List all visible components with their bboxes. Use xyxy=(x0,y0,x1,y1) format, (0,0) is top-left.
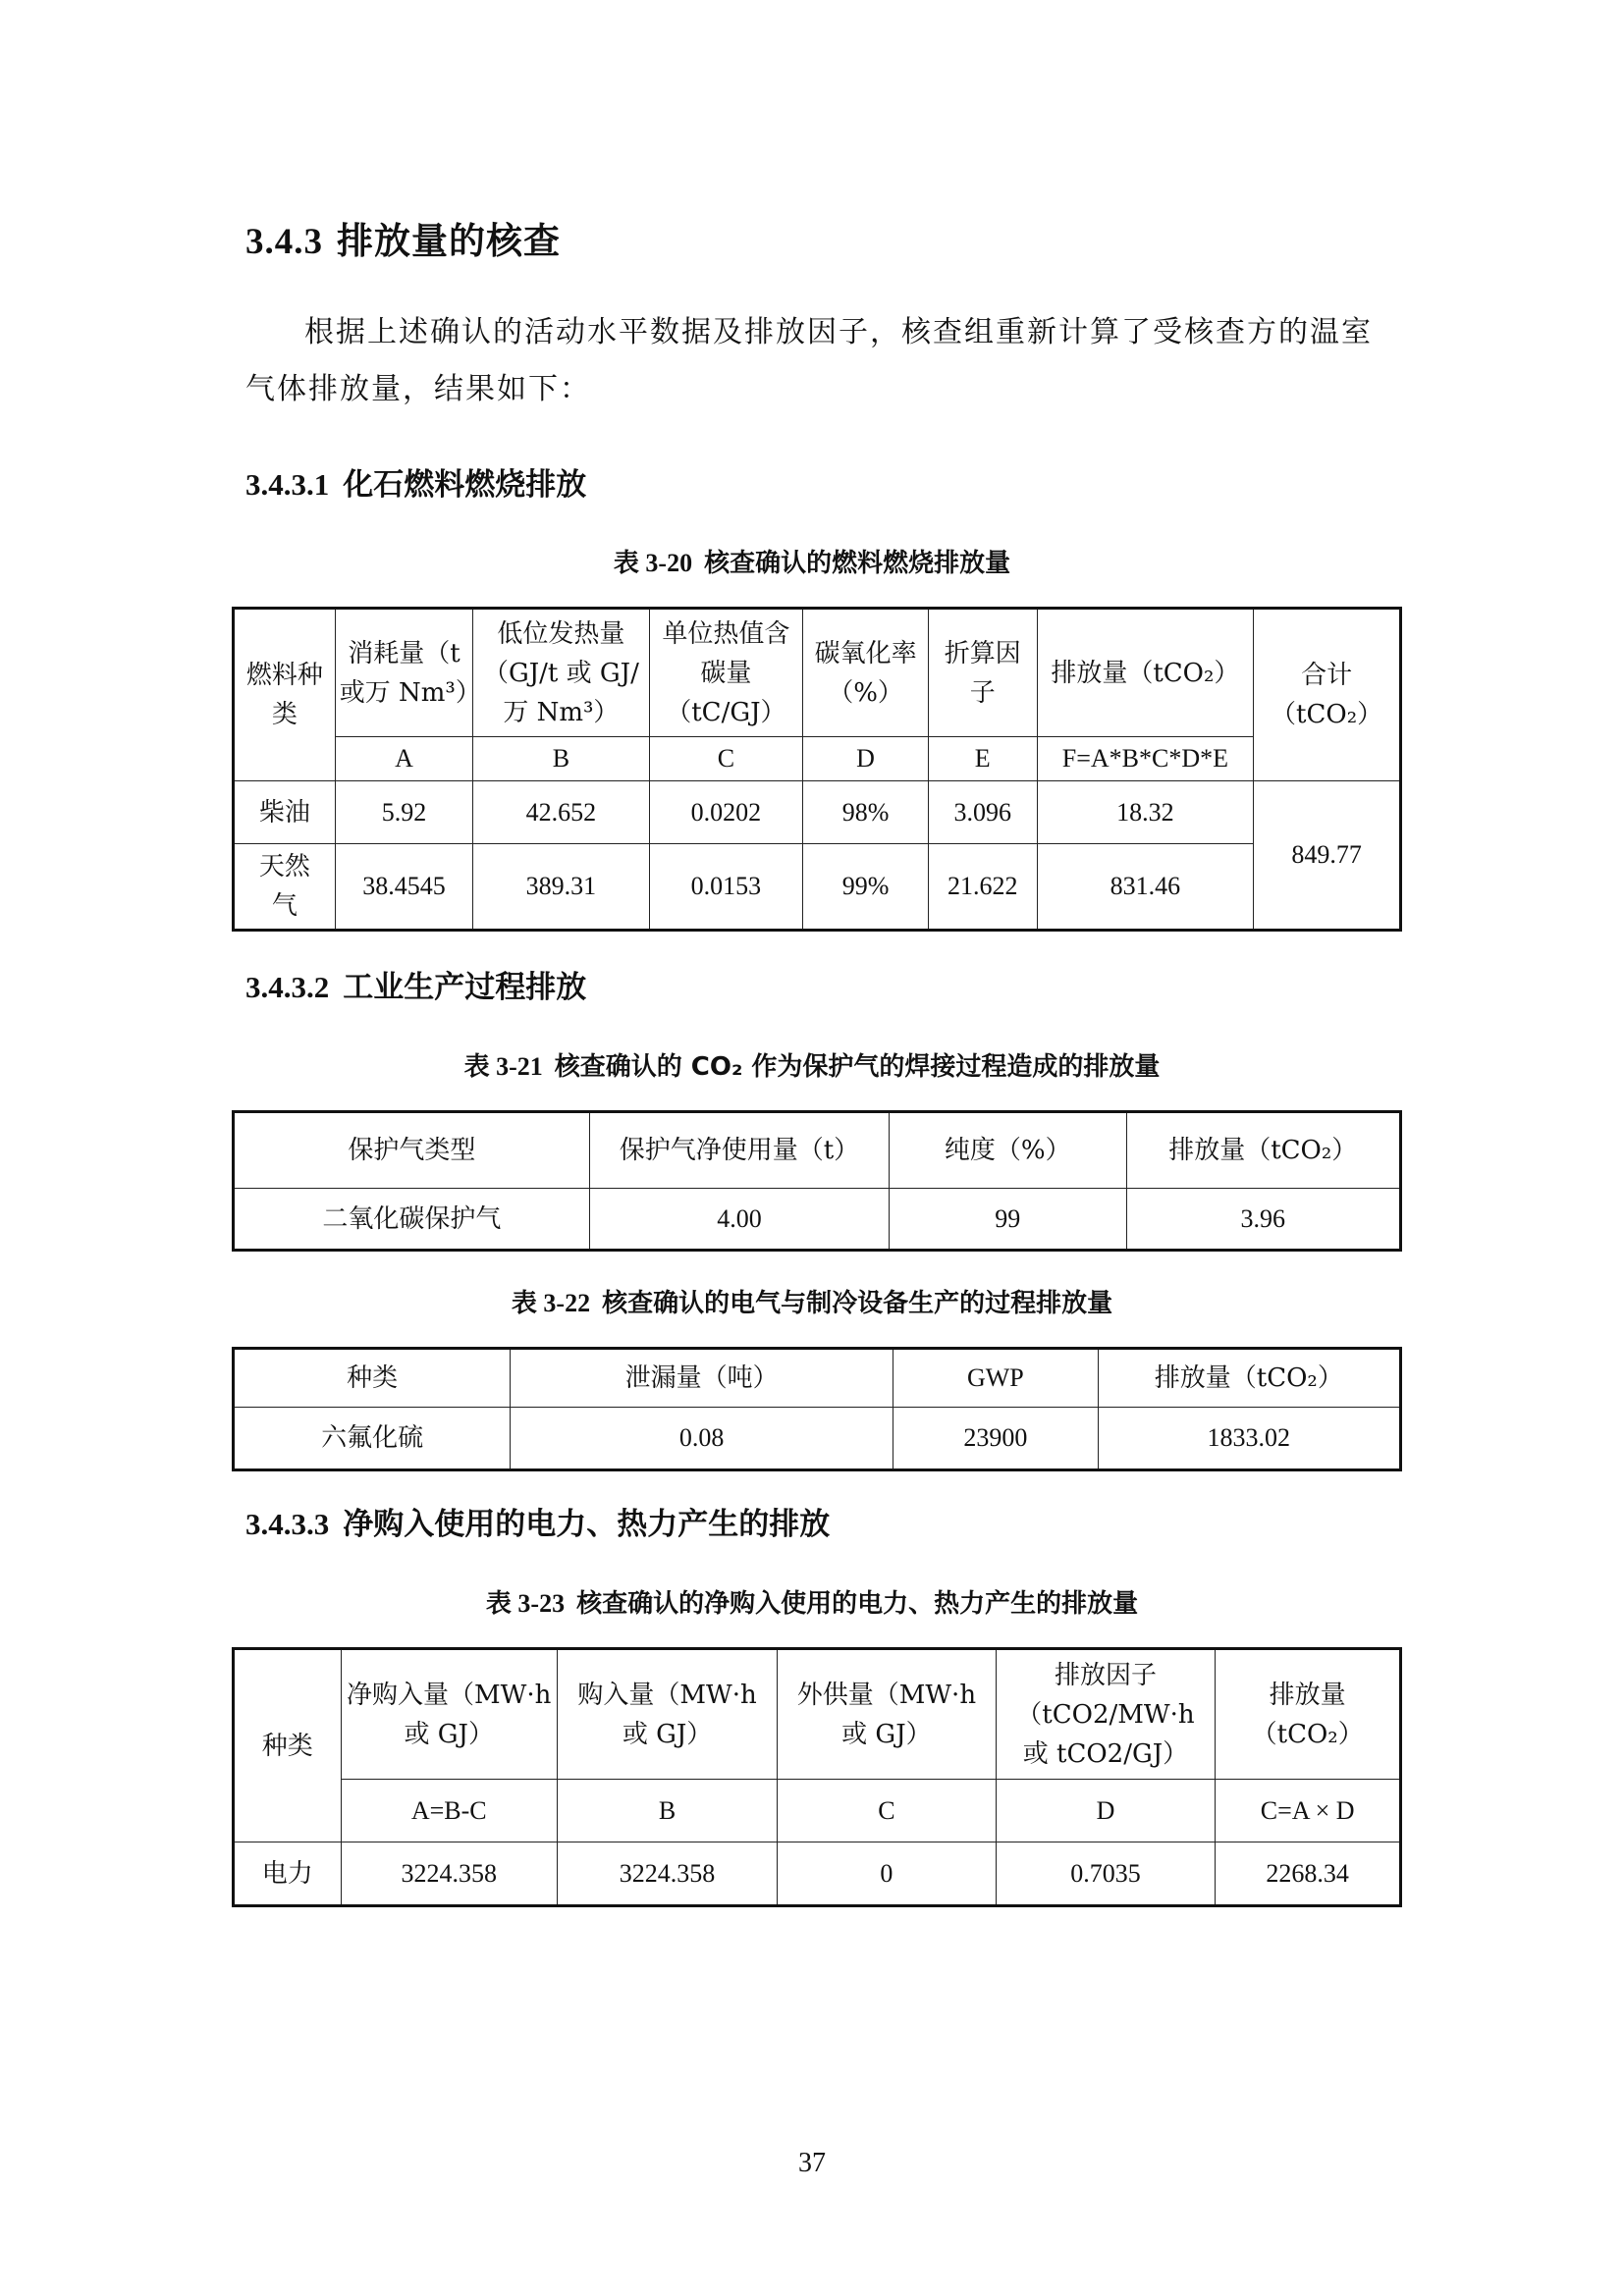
header-kind: 种类 xyxy=(234,1649,342,1842)
header-conversion-factor: 折算因子 xyxy=(928,609,1037,737)
table-3-23: 种类 净购入量（MW·h 或 GJ） 购入量（MW·h 或 GJ） 外供量（MW·h 或 GJ） 排放因子（tCO2/MW·h 或 tCO2/GJ） 排放量（tCO₂） A=B-C B C D C=A × D 电力 3224.358 3224.358 0 0.7035 2268.34 xyxy=(232,1647,1402,1907)
page-number: 37 xyxy=(798,2148,826,2178)
table-caption-3-21: 表 3-21 核查确认的 CO₂ 作为保护气的焊接过程造成的排放量 xyxy=(463,1052,1161,1082)
subsection-number: 3.4.3.3 xyxy=(245,1507,330,1541)
subsection-heading-2 xyxy=(245,962,586,1006)
subsection-title: 工业生产过程排放 xyxy=(343,970,587,1005)
section-heading xyxy=(245,211,561,264)
table-3-21: 保护气类型 保护气净使用量（t） 纯度（%） 排放量（tCO₂） 二氧化碳保护气 4.00 99 3.96 xyxy=(232,1110,1402,1252)
table-3-20: 燃料种类 消耗量（t 或万 Nm³） 低位发热量（GJ/t 或 GJ/万 Nm³） 单位热值含碳量（tC/GJ） 碳氧化率（%） 折算因子 排放量（tCO₂） 合计（tCO₂） A B C D E F=A*B*C*D*E 柴油 5.92 42.652 0.0202 98% 3.096 18.32 849.77 天然气 38.4545 389.31 0.0153 99% 21.622 831.46 xyxy=(232,607,1402,932)
table-row: 天然气 38.4545 389.31 0.0153 99% 21.622 831.46 xyxy=(234,844,1401,931)
section-title: 排放量的核查 xyxy=(337,220,561,262)
header-ncv: 低位发热量（GJ/t 或 GJ/万 Nm³） xyxy=(473,609,649,737)
header-emission: 排放量（tCO₂） xyxy=(1037,609,1254,737)
table-caption-3-23: 表 3-23 核查确认的净购入使用的电力、热力产生的排放量 xyxy=(485,1589,1139,1619)
section-number: 3.4.3 xyxy=(245,222,323,262)
header-carbon-content: 单位热值含碳量（tC/GJ） xyxy=(649,609,803,737)
table-row: 柴油 5.92 42.652 0.0202 98% 3.096 18.32 849.77 xyxy=(234,781,1401,844)
table-row: 电力 3224.358 3224.358 0 0.7035 2268.34 xyxy=(234,1842,1401,1906)
header-oxidation-rate: 碳氧化率（%） xyxy=(803,609,929,737)
table-caption-3-20: 表 3-20 核查确认的燃料燃烧排放量 xyxy=(613,549,1011,578)
total-value: 849.77 xyxy=(1254,781,1401,931)
subsection-title: 化石燃料燃烧排放 xyxy=(343,467,587,503)
header-fuel-type: 燃料种类 xyxy=(234,609,336,781)
header-consumption: 消耗量（t 或万 Nm³） xyxy=(335,609,473,737)
subsection-title: 净购入使用的电力、热力产生的排放 xyxy=(343,1507,831,1542)
table-row: 六氟化硫 0.08 23900 1833.02 xyxy=(234,1408,1401,1470)
subsection-heading-3 xyxy=(245,1499,830,1543)
subsection-heading-1 xyxy=(245,459,586,504)
table-3-22: 种类 泄漏量（吨） GWP 排放量（tCO₂） 六氟化硫 0.08 23900 1833.02 xyxy=(232,1347,1402,1471)
subsection-number: 3.4.3.1 xyxy=(245,467,330,502)
header-total: 合计（tCO₂） xyxy=(1254,609,1401,781)
subsection-number: 3.4.3.2 xyxy=(245,970,330,1004)
table-caption-3-22: 表 3-22 核查确认的电气与制冷设备生产的过程排放量 xyxy=(511,1289,1113,1318)
intro-paragraph: 根据上述确认的活动水平数据及排放因子，核查组重新计算了受核查方的温室气体排放量，结果如下： xyxy=(245,315,1373,406)
table-row: 二氧化碳保护气 4.00 99 3.96 xyxy=(234,1189,1401,1251)
